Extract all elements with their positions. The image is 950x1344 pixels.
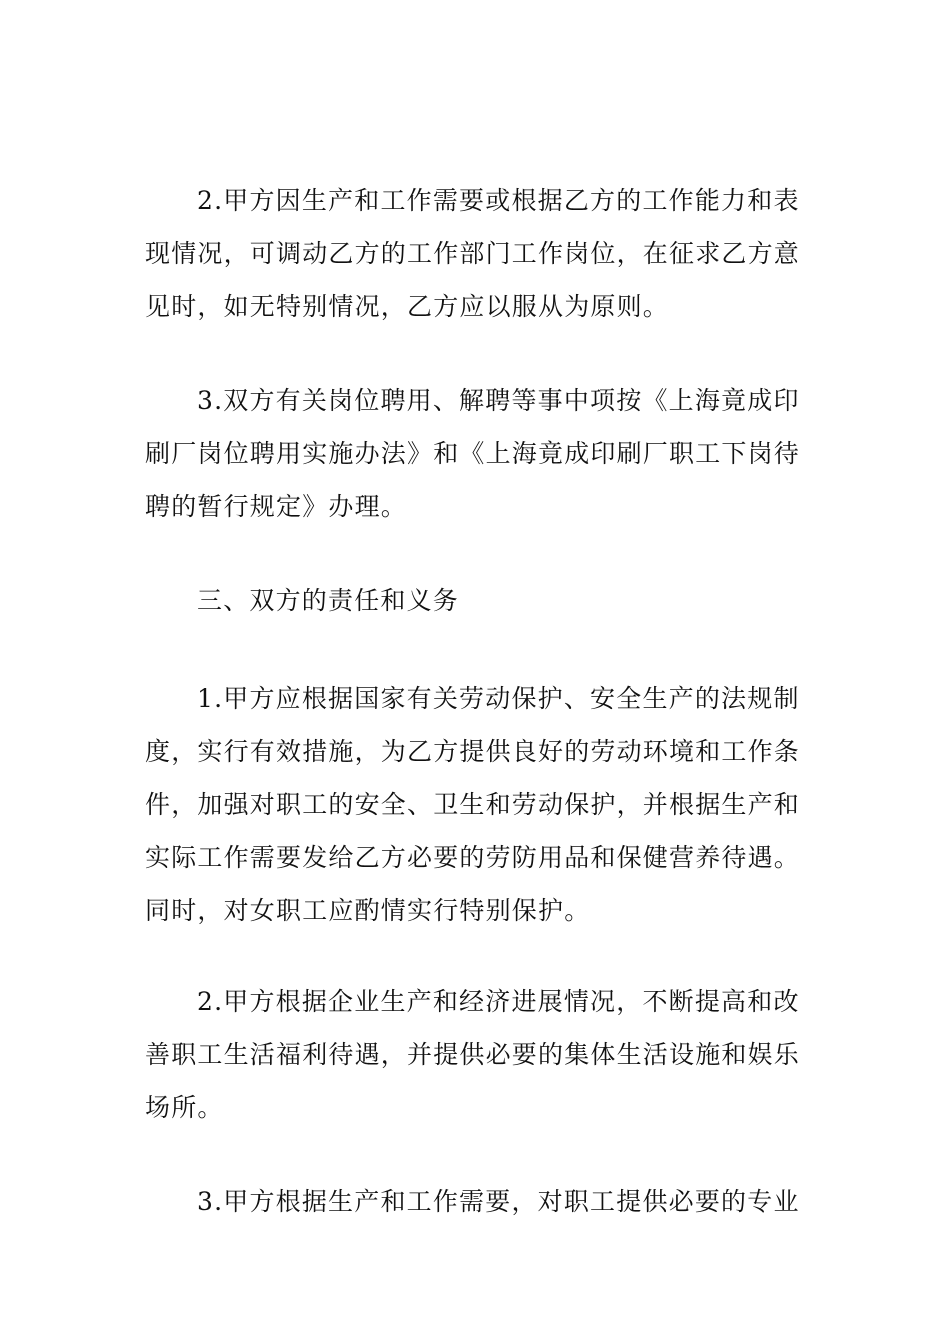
text-line: 现情况，可调动乙方的工作部门工作岗位，在征求乙方意 bbox=[145, 239, 801, 268]
text-line: 聘的暂行规定》办理。 bbox=[145, 492, 408, 521]
text-line: 1.甲方应根据国家有关劳动保护、安全生产的法规制 bbox=[197, 684, 800, 713]
paragraph-training bbox=[145, 1175, 815, 1228]
text-line: 3.双方有关岗位聘用、解聘等事中项按《上海竟成印 bbox=[197, 386, 800, 415]
text-line: 2.甲方根据企业生产和经济进展情况，不断提高和改 bbox=[197, 987, 800, 1016]
text-line: 刷厂岗位聘用实施办法》和《上海竟成印刷厂职工下岗待 bbox=[145, 439, 801, 468]
paragraph-job-transfer bbox=[145, 174, 815, 333]
text-line: 见时，如无特别情况，乙方应以服从为原则。 bbox=[145, 292, 670, 321]
paragraph-labor-protection bbox=[145, 672, 815, 937]
text-line: 2.甲方因生产和工作需要或根据乙方的工作能力和表 bbox=[197, 186, 800, 215]
paragraph-hiring-rules bbox=[145, 374, 815, 533]
section-heading bbox=[145, 574, 815, 627]
text-line: 场所。 bbox=[145, 1093, 224, 1122]
text-line: 3.甲方根据生产和工作需要，对职工提供必要的专业 bbox=[197, 1187, 800, 1216]
text-line: 同时，对女职工应酌情实行特别保护。 bbox=[145, 896, 591, 925]
text-line: 善职工生活福利待遇，并提供必要的集体生活设施和娱乐 bbox=[145, 1040, 801, 1069]
text-line: 度，实行有效措施，为乙方提供良好的劳动环境和工作条 bbox=[145, 737, 801, 766]
text-line: 实际工作需要发给乙方必要的劳防用品和保健营养待遇。 bbox=[145, 843, 801, 872]
section-heading-text: 三、双方的责任和义务 bbox=[197, 586, 460, 615]
text-line: 件，加强对职工的安全、卫生和劳动保护，并根据生产和 bbox=[145, 790, 801, 819]
paragraph-welfare bbox=[145, 975, 815, 1134]
